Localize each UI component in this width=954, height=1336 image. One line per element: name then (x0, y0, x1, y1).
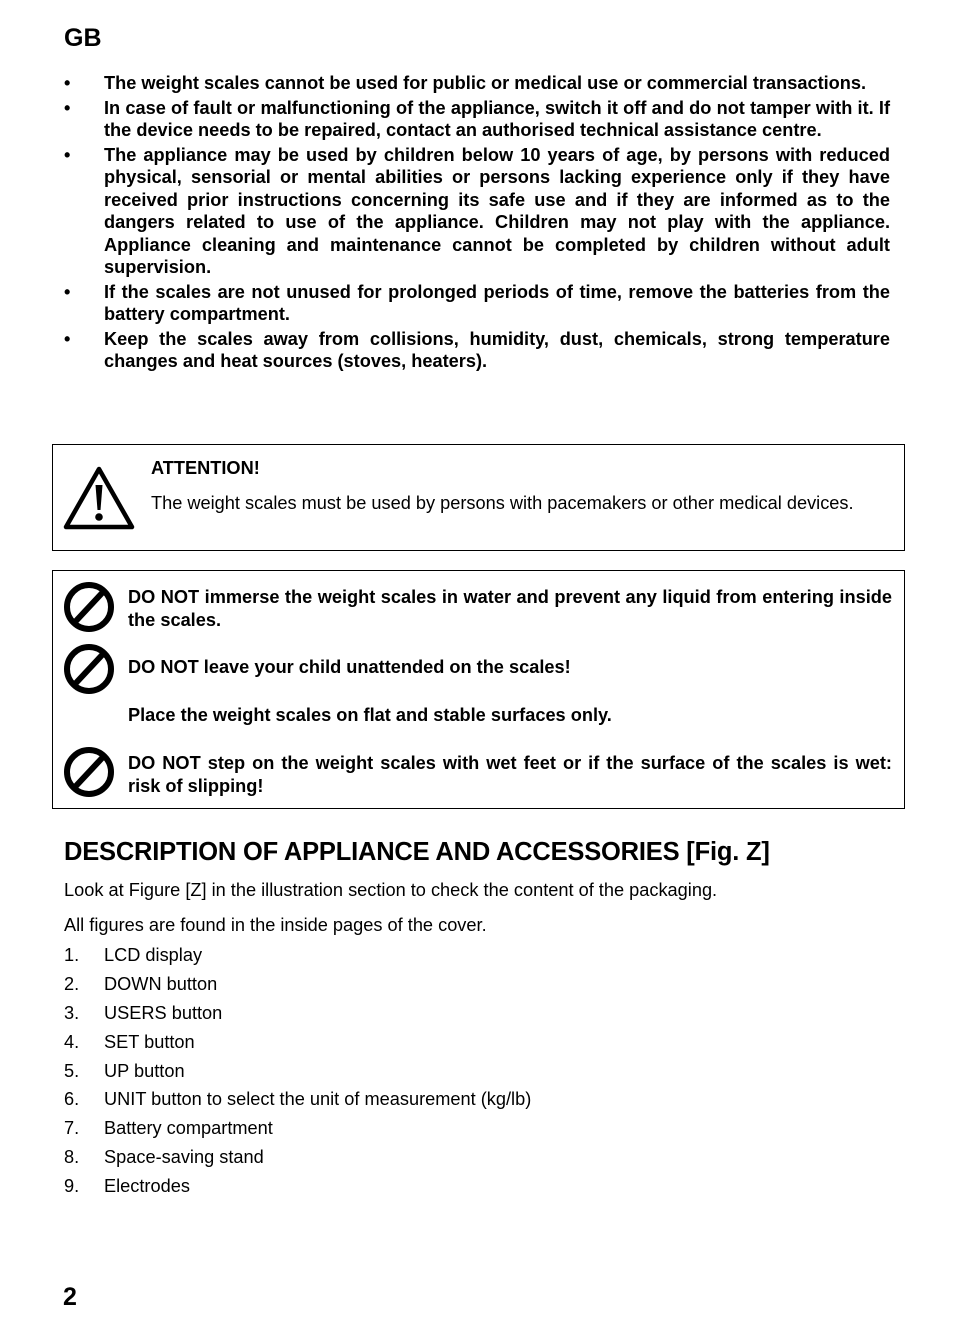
instruction-text: Place the weight scales on flat and stable surfaces only. (128, 705, 612, 725)
bullet-text: The weight scales cannot be used for public or medical use or commercial transactions. (104, 73, 867, 93)
bullet-item: • The appliance may be used by children below 10 years of age, by persons with reduced physical, sensorial or mental abilities or persons lacking experience only if they have received prior instructions concerning its safe use and if they are informed as to the dangers related to use of the appliance. Children may not play with the appliance. Appliance cleaning and maintenance cannot be completed by children without adult supervision. (64, 144, 890, 277)
bullet-text: The appliance may be used by children below 10 years of age, by persons with reduced physical, sensorial or mental abilities or persons lacking experience only if they have received prior instructions concerning its safe use and if they are informed as to the dangers related to use of the appliance. Children may not play with the appliance. Appliance cleaning and maintenance cannot be completed by children without adult supervision. (104, 144, 890, 277)
prohibition-icon (63, 746, 115, 798)
bullet-item: • If the scales are not unused for prolonged periods of time, remove the batteries from the battery compartment. (64, 281, 890, 324)
figures-note: All figures are found in the inside pages of the cover. (64, 915, 487, 935)
bullet-item: • In case of fault or malfunctioning of the appliance, switch it off and do not tamper with it. If the device needs to be repaired, contact an authorised technical assistance centre. (64, 97, 890, 140)
bullet-item: • Keep the scales away from collisions, humidity, dust, chemicals, strong temperature changes and heat sources (stoves, heaters). (64, 328, 890, 371)
prohibition-icon (63, 581, 115, 633)
attention-title: ATTENTION! (151, 458, 260, 478)
section-title: DESCRIPTION OF APPLIANCE AND ACCESSORIES [Fig. Z] (64, 838, 770, 866)
prohibition-text: DO NOT step on the weight scales with wet feet or if the surface of the scales is wet: risk of slipping! (128, 753, 892, 796)
prohibition-icon (63, 643, 115, 695)
attention-text: The weight scales must be used by persons with pacemakers or other medical devices. (151, 493, 854, 513)
language-code: GB (64, 24, 102, 52)
bullet-text: If the scales are not unused for prolonged periods of time, remove the batteries from the battery compartment. (104, 281, 890, 324)
safety-bullet-list (64, 72, 890, 375)
intro-paragraph: Look at Figure [Z] in the illustration section to check the content of the packaging. (64, 880, 718, 900)
prohibition-text: DO NOT immerse the weight scales in water and prevent any liquid from entering inside the scales. (128, 587, 892, 630)
bullet-item: • The weight scales cannot be used for public or medical use or commercial transactions. (64, 73, 867, 93)
warning-triangle-icon (63, 465, 135, 531)
bullet-text: In case of fault or malfunctioning of the appliance, switch it off and do not tamper with it. If the device needs to be repaired, contact an authorised technical assistance centre. (104, 97, 890, 140)
bullet-text: Keep the scales away from collisions, humidity, dust, chemicals, strong temperature changes and heat sources (stoves, heaters). (104, 328, 890, 371)
prohibition-box (52, 570, 905, 809)
prohibition-text: DO NOT leave your child unattended on the scales! (128, 657, 571, 677)
attention-box (52, 444, 905, 551)
page-number: 2 (63, 1283, 77, 1311)
